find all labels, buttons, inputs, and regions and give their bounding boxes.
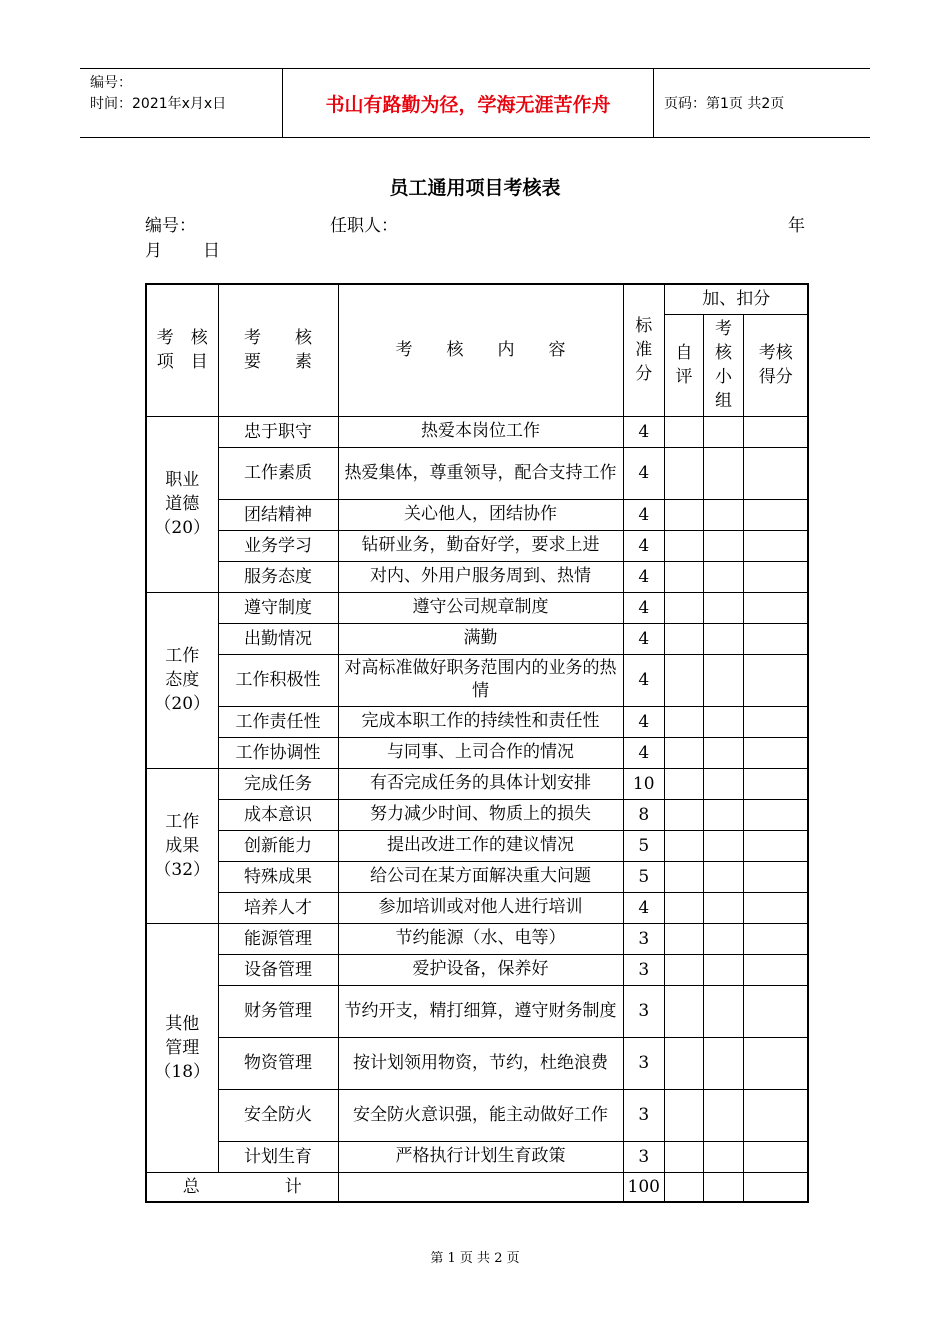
header-adjust: 加、扣分 [664,284,808,314]
self-eval-cell[interactable] [664,892,703,923]
element-cell: 成本意识 [218,799,338,830]
final-score-cell[interactable] [743,1037,808,1089]
self-eval-cell[interactable] [664,416,703,447]
table-row [146,1089,808,1141]
group-eval-cell[interactable] [703,985,743,1037]
group-eval-cell[interactable] [703,923,743,954]
category-cell: 工作 成果 （32） [146,768,218,923]
final-score-cell[interactable] [743,447,808,499]
self-eval-cell[interactable] [664,985,703,1037]
table-row [146,706,808,737]
group-eval-cell[interactable] [703,1037,743,1089]
content-cell: 对高标准做好职务范围内的业务的热情 [338,654,623,706]
self-eval-cell[interactable] [664,706,703,737]
total-label: 总 计 [146,1172,338,1202]
standard-score-cell: 4 [623,737,664,768]
standard-score-cell: 3 [623,1037,664,1089]
final-score-cell[interactable] [743,1141,808,1172]
standard-score-cell: 4 [623,706,664,737]
self-eval-cell[interactable] [664,530,703,561]
total-content-cell [338,1172,623,1202]
table-row [146,592,808,623]
header-group: 考 核 小 组 [703,314,743,416]
table-row [146,799,808,830]
group-eval-cell[interactable] [703,592,743,623]
group-eval-cell[interactable] [703,1089,743,1141]
self-eval-cell[interactable] [664,737,703,768]
header-left-cell [80,69,283,137]
content-cell: 节约能源（水、电等） [338,923,623,954]
element-cell: 完成任务 [218,768,338,799]
element-cell: 物资管理 [218,1037,338,1089]
header-category: 考 核 项 目 [146,284,218,416]
content-cell: 完成本职工作的持续性和责任性 [338,706,623,737]
table-row [146,416,808,447]
content-cell: 钻研业务，勤奋好学，要求上进 [338,530,623,561]
final-score-cell[interactable] [743,416,808,447]
category-cell: 职业 道德 （20） [146,416,218,592]
final-score-cell[interactable] [743,737,808,768]
meta-day: 日 [203,241,220,261]
standard-score-cell: 4 [623,654,664,706]
element-cell: 特殊成果 [218,861,338,892]
self-eval-cell[interactable] [664,499,703,530]
final-score-cell[interactable] [743,768,808,799]
category-cell: 工作 态度 （20） [146,592,218,768]
content-cell: 与同事、上司合作的情况 [338,737,623,768]
self-eval-cell[interactable] [664,1037,703,1089]
content-cell: 给公司在某方面解决重大问题 [338,861,623,892]
standard-score-cell: 4 [623,530,664,561]
standard-score-cell: 5 [623,830,664,861]
standard-score-cell: 4 [623,561,664,592]
element-cell: 计划生育 [218,1141,338,1172]
content-cell: 有否完成任务的具体计划安排 [338,768,623,799]
header-element: 考 核 要 素 [218,284,338,416]
content-cell: 按计划领用物资，节约，杜绝浪费 [338,1037,623,1089]
total-group-cell[interactable] [703,1172,743,1202]
table-row [146,499,808,530]
table-row [146,830,808,861]
self-eval-cell[interactable] [664,923,703,954]
self-eval-cell[interactable] [664,592,703,623]
meta-month: 月 [145,241,162,261]
group-eval-cell[interactable] [703,706,743,737]
group-eval-cell[interactable] [703,447,743,499]
group-eval-cell[interactable] [703,623,743,654]
final-score-cell[interactable] [743,923,808,954]
page-header [80,68,870,138]
header-number-label: 编号： [90,75,132,91]
meta-appointee: 任职人： [330,216,398,236]
content-cell: 爱护设备，保养好 [338,954,623,985]
header-row [146,284,808,314]
standard-score-cell: 4 [623,892,664,923]
standard-score-cell: 5 [623,861,664,892]
group-eval-cell[interactable] [703,654,743,706]
element-cell: 创新能力 [218,830,338,861]
final-score-cell[interactable] [743,623,808,654]
category-cell: 其他 管理 （18） [146,923,218,1172]
group-eval-cell[interactable] [703,737,743,768]
element-cell: 工作积极性 [218,654,338,706]
self-eval-cell[interactable] [664,861,703,892]
table-row [146,768,808,799]
table-row [146,1141,808,1172]
final-score-cell[interactable] [743,954,808,985]
final-score-cell[interactable] [743,861,808,892]
element-cell: 工作素质 [218,447,338,499]
table-row [146,1037,808,1089]
table-row [146,985,808,1037]
total-score: 100 [623,1172,664,1202]
standard-score-cell: 4 [623,416,664,447]
content-cell: 热爱集体，尊重领导，配合支持工作 [338,447,623,499]
final-score-cell[interactable] [743,985,808,1037]
content-cell: 关心他人，团结协作 [338,499,623,530]
element-cell: 工作协调性 [218,737,338,768]
element-cell: 业务学习 [218,530,338,561]
element-cell: 遵守制度 [218,592,338,623]
content-cell: 遵守公司规章制度 [338,592,623,623]
table-row [146,447,808,499]
self-eval-cell[interactable] [664,561,703,592]
element-cell: 安全防火 [218,1089,338,1141]
meta-number: 编号： [145,216,196,236]
content-cell: 努力减少时间、物质上的损失 [338,799,623,830]
self-eval-cell[interactable] [664,768,703,799]
final-score-cell[interactable] [743,706,808,737]
self-eval-cell[interactable] [664,623,703,654]
content-cell: 严格执行计划生育政策 [338,1141,623,1172]
group-eval-cell[interactable] [703,954,743,985]
group-eval-cell[interactable] [703,1141,743,1172]
document-title: 员工通用项目考核表 [389,177,561,199]
content-cell: 对内、外用户服务周到、热情 [338,561,623,592]
table-row [146,530,808,561]
group-eval-cell[interactable] [703,499,743,530]
standard-score-cell: 4 [623,499,664,530]
group-eval-cell[interactable] [703,830,743,861]
final-score-cell[interactable] [743,799,808,830]
standard-score-cell: 3 [623,985,664,1037]
final-score-cell[interactable] [743,892,808,923]
element-cell: 财务管理 [218,985,338,1037]
table-row [146,737,808,768]
page-footer: 第 1 页 共 2 页 [430,1251,520,1266]
final-score-cell[interactable] [743,592,808,623]
group-eval-cell[interactable] [703,799,743,830]
element-cell: 服务态度 [218,561,338,592]
element-cell: 设备管理 [218,954,338,985]
table-row [146,561,808,592]
self-eval-cell[interactable] [664,654,703,706]
self-eval-cell[interactable] [664,1089,703,1141]
content-cell: 满勤 [338,623,623,654]
header-standard: 标 准 分 [623,284,664,416]
final-score-cell[interactable] [743,830,808,861]
final-score-cell[interactable] [743,1089,808,1141]
table-row [146,623,808,654]
final-score-cell[interactable] [743,530,808,561]
group-eval-cell[interactable] [703,561,743,592]
final-score-cell[interactable] [743,499,808,530]
content-cell: 提出改进工作的建议情况 [338,830,623,861]
group-eval-cell[interactable] [703,861,743,892]
element-cell: 能源管理 [218,923,338,954]
table-row [146,892,808,923]
standard-score-cell: 8 [623,799,664,830]
table-row [146,861,808,892]
standard-score-cell: 3 [623,1089,664,1141]
element-cell: 忠于职守 [218,416,338,447]
table-row [146,923,808,954]
standard-score-cell: 4 [623,447,664,499]
content-cell: 参加培训或对他人进行培训 [338,892,623,923]
group-eval-cell[interactable] [703,530,743,561]
content-cell: 安全防火意识强，能主动做好工作 [338,1089,623,1141]
header-content: 考 核 内 容 [338,284,623,416]
standard-score-cell: 4 [623,592,664,623]
self-eval-cell[interactable] [664,830,703,861]
element-cell: 出勤情况 [218,623,338,654]
total-self-cell[interactable] [664,1172,703,1202]
standard-score-cell: 3 [623,954,664,985]
table-row [146,954,808,985]
content-cell: 节约开支，精打细算，遵守财务制度 [338,985,623,1037]
standard-score-cell: 3 [623,923,664,954]
element-cell: 培养人才 [218,892,338,923]
self-eval-cell[interactable] [664,954,703,985]
evaluation-table [145,283,809,1203]
total-final-cell[interactable] [743,1172,808,1202]
content-cell: 热爱本岗位工作 [338,416,623,447]
header-page-label: 页码：第1页 共2页 [664,96,785,112]
header-self: 自 评 [664,314,703,416]
final-score-cell[interactable] [743,654,808,706]
self-eval-cell[interactable] [664,1141,703,1172]
standard-score-cell: 10 [623,768,664,799]
header-motto: 书山有路勤为径，学海无涯苦作舟 [283,69,654,137]
header-score: 考核 得分 [743,314,808,416]
group-eval-cell[interactable] [703,416,743,447]
final-score-cell[interactable] [743,561,808,592]
standard-score-cell: 3 [623,1141,664,1172]
self-eval-cell[interactable] [664,447,703,499]
table-row [146,654,808,706]
self-eval-cell[interactable] [664,799,703,830]
group-eval-cell[interactable] [703,768,743,799]
meta-year: 年 [788,216,805,236]
header-time-label: 时间：2021年x月x日 [90,96,227,112]
element-cell: 团结精神 [218,499,338,530]
group-eval-cell[interactable] [703,892,743,923]
element-cell: 工作责任性 [218,706,338,737]
standard-score-cell: 4 [623,623,664,654]
total-row [146,1172,808,1202]
